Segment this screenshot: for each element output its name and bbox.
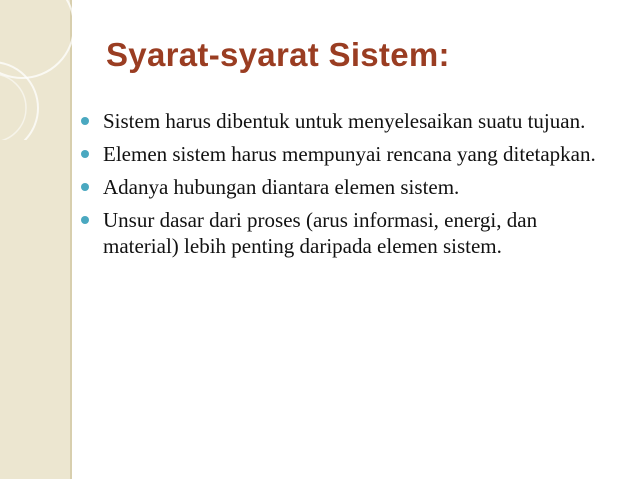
bullet-item: [78, 141, 618, 167]
bullet-dot-icon: [81, 117, 89, 125]
bullet-item: [78, 108, 618, 134]
bullet-list: [78, 108, 618, 266]
bullet-text: Adanya hubungan diantara elemen sistem.: [103, 175, 460, 199]
bullet-text: Unsur dasar dari proses (arus informasi, energi, dan material) lebih penting daripada elemen sistem.: [103, 208, 538, 258]
bullet-dot-icon: [81, 183, 89, 191]
bullet-text: Sistem harus dibentuk untuk menyelesaikan suatu tujuan.: [103, 109, 586, 133]
bullet-item: [78, 174, 618, 200]
bullet-text: Elemen sistem harus mempunyai rencana yang ditetapkan.: [103, 142, 596, 166]
bullet-item: [78, 207, 618, 259]
bullet-dot-icon: [81, 216, 89, 224]
bullet-dot-icon: [81, 150, 89, 158]
slide-title: Syarat-syarat Sistem:: [106, 36, 450, 73]
